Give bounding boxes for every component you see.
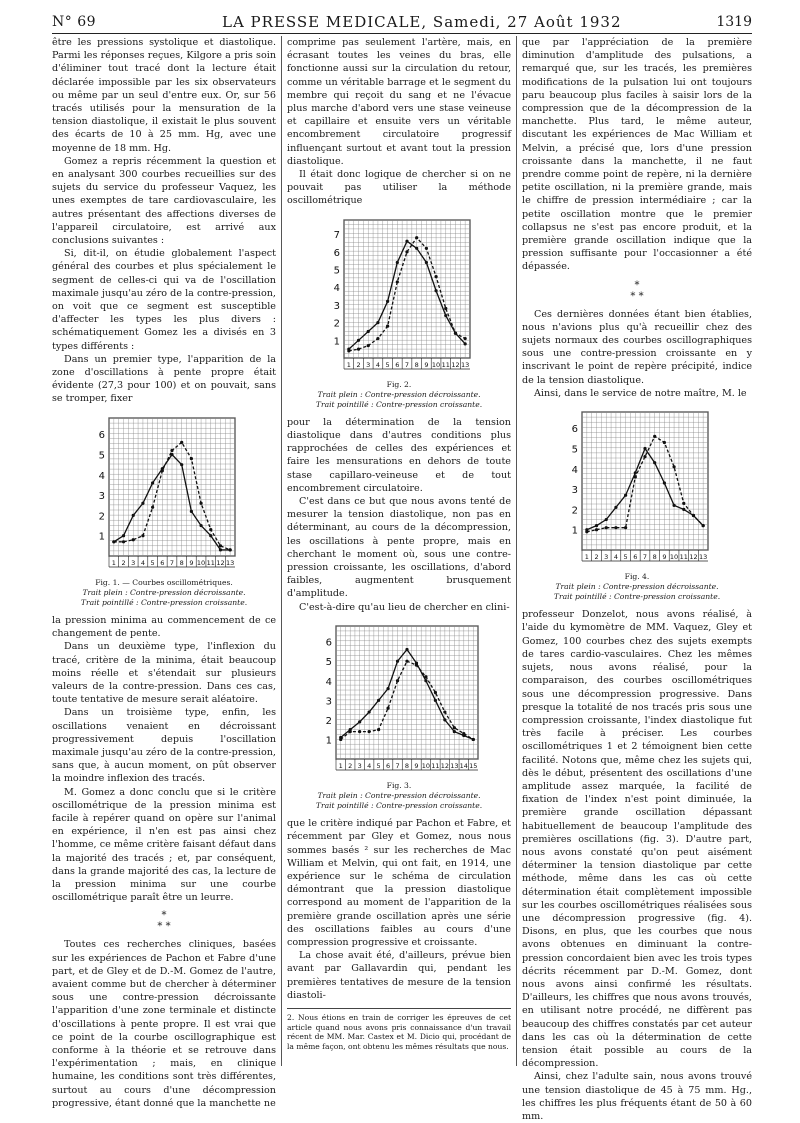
x-tick-label: 5 bbox=[623, 553, 628, 562]
y-tick-label: 5 bbox=[325, 657, 332, 669]
figure-1-chart bbox=[89, 412, 239, 572]
x-tick-label: 1 bbox=[111, 558, 116, 567]
figure-1 bbox=[52, 412, 276, 608]
figure-1-caption bbox=[52, 578, 276, 608]
y-tick-label: 5 bbox=[98, 450, 105, 462]
x-tick-label: 10 bbox=[669, 553, 679, 562]
data-point bbox=[464, 337, 467, 340]
data-point bbox=[199, 501, 202, 504]
x-tick-label: 6 bbox=[385, 761, 391, 770]
legend-dotted: Trait pointillé : Contre-pression croissante. bbox=[315, 399, 483, 409]
y-tick-label: 1 bbox=[325, 735, 332, 747]
y-tick-label: 6 bbox=[98, 429, 105, 441]
paragraph: Ces dernières données étant bien établies, nous n'avions plus qu'à recueillir chez des sujets normaux des courbes oscillographiques sous une contre-pression croissante en y inscrivant le point de repère précipité, indice de la tension diastolique. bbox=[522, 308, 752, 386]
data-point bbox=[425, 246, 428, 249]
y-tick-label: 6 bbox=[571, 424, 578, 436]
paragraph: professeur Donzelot, nous avons réalisé, à l'aide du kymomètre de MM. Vaquez, Gley et Gomez, 100 courbes chez des sujets exempts de tares cardio-vasculaires. Chez les mêmes sujets, nous avons réalisé, pour la comparaison, des courbes oscillométriques sous une décompression progressive. Dans presque la totalité de nos tracés pris sous une compression croissante, l'index diastolique fut très facile à préciser. Les courbes oscillométriques 1 et 2 témoignent bien cette facilité. Notons que, même chez les sujets qui, dès le début, présentent des oscillations d'une amplitude assez marquée, la facilité de fixation de l'index n'est point diminuée, la première grande oscillation dépassant habituellement de beaucoup l'amplitude des premières oscillations (fig. 3). D'autre part, nous avons constaté qu'on peut aisément déterminer la tension diastolique par cette méthode, même dans les cas où cette détermination était complètement impossible sur les courbes oscillométriques réalisées sous une décompression progressive (fig. 4). Disons, en plus, que les courbes que nous avons obtenues en diminuant la contre-pression concordaient bien avec les trois types décrits récemment par D.-M. Gomez, dont nous avons ainsi confirmé les résultats. D'ailleurs, les chiffres que nous avons trouvés, en utilisant notre procédé, ne diffèrent pas beaucoup des chiffres constatés par cet auteur dans les cas où la détermination de cette tension était possible au cours de la décompression. bbox=[522, 609, 752, 1070]
column-divider bbox=[516, 36, 517, 1066]
page-header bbox=[52, 10, 752, 30]
x-tick-label: 11 bbox=[431, 761, 440, 770]
paragraph: Gomez a repris récemment la question et en analysant 300 courbes recueillies sur des sujets du service du professeur Vaquez, les unes exemptes de tare cardiovasculaire, les autres présentant des affections diverses de l'appareil circulatoire, est arrivé aux conclusions suivantes : bbox=[52, 155, 276, 247]
x-tick-label: 11 bbox=[206, 558, 215, 567]
legend-solid: Trait plein : Contre-pression décroissante. bbox=[82, 587, 246, 597]
paragraph: Ainsi, dans le service de notre maître, M. le bbox=[534, 387, 747, 399]
figure-2-chart bbox=[324, 214, 474, 374]
x-tick-label: 14 bbox=[459, 761, 468, 770]
paragraph: Dans un troisième type, enfin, les oscillations venaient en décroissant progressivement depuis l'oscillation maximale jusqu'au zéro de la contre-pression, sans que, à aucun moment, on pût observer la moindre inflexion des tracés. bbox=[52, 707, 276, 785]
data-point bbox=[663, 441, 666, 444]
data-point bbox=[595, 524, 598, 527]
y-tick-label: 4 bbox=[325, 676, 332, 688]
data-point bbox=[614, 506, 617, 509]
data-point bbox=[595, 528, 598, 531]
y-tick-label: 1 bbox=[571, 525, 578, 537]
paragraph: être les pressions systolique et diastolique. Parmi les réponses reçues, Kilgore a pris soin d'éliminer tout tracé dont la lecture était déclarée impossible par les six observateurs ou même par un seul d'entre eux. Or, sur 56 tracés utilisés pour la mensuration de la tension diastolique, il existait le plus souvent des écarts de 10 à 25 mm. Hg, avec une moyenne de 18 mm. Hg. bbox=[52, 37, 276, 154]
column-3 bbox=[522, 36, 752, 1123]
figure-4 bbox=[522, 406, 752, 602]
x-tick-label: 7 bbox=[404, 360, 410, 369]
data-point bbox=[605, 518, 608, 521]
paragraph: C'est-à-dire qu'au lieu de chercher en clini- bbox=[299, 601, 510, 613]
data-point bbox=[434, 691, 437, 694]
data-point bbox=[377, 699, 380, 702]
y-tick-label: 2 bbox=[333, 318, 340, 330]
x-tick-label: 6 bbox=[395, 360, 400, 369]
y-tick-label: 5 bbox=[571, 444, 578, 456]
data-point bbox=[357, 347, 360, 350]
data-point bbox=[682, 508, 685, 511]
x-tick-label: 12 bbox=[440, 761, 450, 770]
data-point bbox=[112, 540, 115, 543]
column-2 bbox=[287, 36, 511, 1051]
y-tick-label: 2 bbox=[325, 715, 332, 727]
y-tick-label: 3 bbox=[333, 300, 340, 312]
x-tick-label: 5 bbox=[376, 761, 381, 770]
data-point bbox=[453, 730, 456, 733]
y-tick-label: 1 bbox=[333, 335, 340, 347]
data-point bbox=[170, 449, 173, 452]
data-point bbox=[434, 275, 437, 278]
paragraph: Toutes ces recherches cliniques, basées sur les expériences de Pachon et Fabre d'une part, et de Gley et de D.-M. Gomez de l'autre, avaient comme but de chercher à déterminer sous une contre-pression décroissante l'apparition d'une zone terminale et distincte d'oscillations à pente propre. Il est vrai que ce point de la courbe oscillographique est conforme à la théorie et se retrouve dans l'expérimentation ; mais, en clinique humaine, les conditions sont très différentes, surtout au cours d'une décompression progressive, étant donné que la manchette ne bbox=[52, 939, 276, 1109]
data-point bbox=[454, 331, 457, 334]
paragraph: La chose avait été, d'ailleurs, prévue bien avant par Gallavardin qui, pendant les premières tentatives de mesure de la tension diastoli- bbox=[287, 950, 511, 1001]
y-tick-label: 4 bbox=[333, 282, 340, 294]
x-tick-label: 12 bbox=[451, 360, 460, 369]
x-tick-label: 2 bbox=[356, 360, 361, 369]
data-point bbox=[396, 280, 399, 283]
data-point bbox=[376, 321, 379, 324]
figure-3-caption bbox=[287, 781, 511, 811]
journal-title: LA PRESSE MEDICALE, Samedi, 27 Août 1932 bbox=[222, 13, 622, 31]
data-point bbox=[209, 534, 212, 537]
issue-number: N° 69 bbox=[52, 14, 97, 30]
data-point bbox=[376, 337, 379, 340]
x-tick-label: 4 bbox=[367, 761, 372, 770]
data-point bbox=[396, 261, 399, 264]
paragraph: la pression minima au commencement de ce changement de pente. bbox=[52, 614, 276, 640]
data-point bbox=[405, 250, 408, 253]
paragraph: Ainsi, chez l'adulte sain, nous avons trouvé une tension diastolique de 45 à 75 mm. Hg., les chiffres les plus fréquents étant de 50 à 60 mm. bbox=[522, 1071, 752, 1122]
paragraph: comprime pas seulement l'artère, mais, en écrasant toutes les veines du bras, elle fonctionne aussi sur la circulation du retour, comme un véritable barrage et le segment du membre qui reçoit du sang et ne l'évacue plus marche d'abord vers une stase veineuse et capillaire et ensuite vers un véritable encombrement circulatoire progressif influençant surtout et avant tout la pression diastolique. bbox=[287, 37, 511, 167]
data-point bbox=[219, 548, 222, 551]
data-point bbox=[368, 730, 371, 733]
data-point bbox=[358, 720, 361, 723]
data-point bbox=[396, 659, 399, 662]
data-point bbox=[472, 738, 475, 741]
legend-dotted: Trait pointillé : Contre-pression croissante. bbox=[553, 592, 721, 602]
y-tick-label: 1 bbox=[98, 531, 105, 543]
figure-3-label: Fig. 3. bbox=[386, 781, 412, 791]
x-tick-label: 4 bbox=[140, 558, 145, 567]
column-1 bbox=[52, 36, 276, 1110]
y-tick-label: 7 bbox=[333, 229, 340, 241]
data-point bbox=[692, 514, 695, 517]
x-tick-label: 9 bbox=[189, 558, 194, 567]
x-tick-label: 2 bbox=[348, 761, 353, 770]
y-tick-label: 3 bbox=[98, 490, 105, 502]
data-point bbox=[634, 471, 637, 474]
paragraph: que par l'appréciation de la première diminution d'amplitude des pulsations, a remarqué que, sur les tracés, les premières modifications de la pulsation lui ont toujours paru beaucoup plus faciles à saisir lors de la compression que de la décompression de la manchette. Plus tard, le même auteur, discutant les expériences de Mac William et Melvin, a précisé que, lors d'une pression croissante dans la manchette, il ne faut prendre comme point de repère, ni la dernière petite oscillation, ni la première grande, mais le chiffre de pression intermédiaire ; car la petite oscillation montre que le premier collapsus ne s'est pas encore produit, et la première grande oscillation indique que la pression suffisante pour l'occasionner a été dépassée. bbox=[522, 37, 752, 273]
data-point bbox=[122, 540, 125, 543]
y-tick-label: 3 bbox=[571, 485, 578, 497]
figure-4-label: Fig. 4. bbox=[624, 572, 650, 582]
x-tick-label: 6 bbox=[160, 558, 165, 567]
data-point bbox=[653, 435, 656, 438]
x-tick-label: 11 bbox=[679, 553, 688, 562]
data-point bbox=[634, 475, 637, 478]
data-point bbox=[180, 463, 183, 466]
x-tick-label: 10 bbox=[421, 761, 431, 770]
legend-dotted: Trait pointillé : Contre-pression croissante. bbox=[80, 597, 248, 607]
y-tick-label: 4 bbox=[98, 470, 105, 482]
x-tick-label: 8 bbox=[652, 553, 657, 562]
data-point bbox=[624, 526, 627, 529]
data-point bbox=[415, 246, 418, 249]
x-tick-label: 2 bbox=[121, 558, 126, 567]
x-tick-label: 9 bbox=[414, 761, 419, 770]
x-tick-label: 3 bbox=[357, 761, 362, 770]
data-point bbox=[444, 314, 447, 317]
data-point bbox=[643, 455, 646, 458]
paragraph: pour la détermination de la tension diastolique dans d'autres conditions plus rapprochées de celles des expériences et faire les mensurations en dehors de toute stase capillaro-veineuse et de tout encombrement circulatoire. bbox=[287, 416, 511, 494]
data-point bbox=[424, 679, 427, 682]
page-number: 1319 bbox=[716, 14, 752, 30]
paragraph: que le critère indiqué par Pachon et Fabre, et récemment par Gley et Gomez, nous nous sommes basés ² sur les recherches de Mac William et Melvin, qui ont fait, en 1914, une expérience sur le schéma de circulation démontrant que la pression diastolique correspond au moment de l'apparition de la première grande oscillation après une série des oscillations faibles au cours d'une compression progressive et croissante. bbox=[287, 818, 511, 948]
data-point bbox=[339, 738, 342, 741]
x-tick-label: 7 bbox=[642, 553, 648, 562]
x-tick-label: 3 bbox=[366, 360, 371, 369]
data-point bbox=[367, 344, 370, 347]
data-point bbox=[453, 726, 456, 729]
x-tick-label: 15 bbox=[469, 761, 478, 770]
data-point bbox=[357, 338, 360, 341]
data-point bbox=[132, 538, 135, 541]
x-tick-label: 1 bbox=[346, 360, 351, 369]
legend-solid: Trait plein : Contre-pression décroissante. bbox=[317, 389, 481, 399]
footnote: 2. Nous étions en train de corriger les épreuves de cet article quand nous avons pris connaissance d'un travail récent de MM. Mar. Castex et M. Dicio qui, procédant de la même façon, ont obtenu les mêmes résultats que nous. bbox=[287, 1008, 511, 1051]
data-point bbox=[415, 236, 418, 239]
figure-2-label: Fig. 2. bbox=[386, 379, 412, 389]
legend-solid: Trait plein : Contre-pression décroissante. bbox=[317, 791, 481, 801]
paragraph: Dans un premier type, l'apparition de la zone d'oscillations à pente propre était évidente (27,3 pour 100) et on pouvait, sans se tromper, fixer bbox=[52, 353, 276, 405]
data-point bbox=[151, 505, 154, 508]
x-tick-label: 4 bbox=[613, 553, 618, 562]
data-point bbox=[161, 469, 164, 472]
x-tick-label: 10 bbox=[431, 360, 441, 369]
data-point bbox=[643, 447, 646, 450]
x-tick-label: 4 bbox=[375, 360, 380, 369]
legend-dotted: Trait pointillé : Contre-pression croissante. bbox=[315, 801, 483, 811]
data-point bbox=[367, 330, 370, 333]
y-tick-label: 2 bbox=[98, 511, 105, 523]
x-tick-label: 13 bbox=[461, 360, 470, 369]
paragraph: Si, dit-il, on étudie globalement l'aspect général des courbes et plus spécialement le segment de celles-ci qui va de l'oscillation maximale jusqu'au zéro de la contre-pression, on voit que ce segment est susceptible d'affecter les types les plus divers : schématiquement Gomez les a divisés en 3 types différents : bbox=[52, 248, 276, 352]
data-point bbox=[190, 457, 193, 460]
section-break-stars: * * * bbox=[157, 910, 171, 933]
figure-3-chart bbox=[316, 620, 482, 775]
figure-1-label: Fig. 1. — Courbes oscillométriques. bbox=[95, 577, 233, 587]
data-point bbox=[141, 534, 144, 537]
data-point bbox=[605, 526, 608, 529]
figure-4-chart bbox=[562, 406, 712, 566]
x-tick-label: 11 bbox=[441, 360, 450, 369]
data-point bbox=[425, 261, 428, 264]
x-tick-label: 7 bbox=[395, 761, 400, 770]
data-point bbox=[702, 524, 705, 527]
data-point bbox=[405, 239, 408, 242]
data-point bbox=[122, 534, 125, 537]
data-point bbox=[415, 663, 418, 666]
y-tick-label: 4 bbox=[571, 464, 578, 476]
data-point bbox=[219, 544, 222, 547]
data-point bbox=[377, 728, 380, 731]
x-tick-label: 10 bbox=[196, 558, 206, 567]
y-tick-label: 6 bbox=[333, 247, 340, 259]
data-point bbox=[653, 461, 656, 464]
data-point bbox=[434, 289, 437, 292]
data-point bbox=[405, 659, 408, 662]
section-break-stars: * * * bbox=[630, 279, 644, 302]
x-tick-label: 6 bbox=[633, 553, 638, 562]
x-tick-label: 9 bbox=[662, 553, 667, 562]
paragraph: Dans un deuxième type, l'inflexion du tracé, critère de la minima, était beaucoup moins réelle et s'étendait sur plusieurs valeurs de la contre-pression. Dans ces cas, toute tentative de mesure serait aléatoire. bbox=[52, 641, 276, 706]
figure-4-caption bbox=[522, 572, 752, 602]
data-point bbox=[349, 730, 352, 733]
paragraph: M. Gomez a donc conclu que si le critère oscillométrique de la pression minima est facile à repérer quand on opère sur l'animal en expérience, il n'en est pas ainsi chez l'homme, ce même critère faisant défaut dans la majorité des tracés ; et, par conséquent, dans la grande majorité des cas, la lecture de la pression minima sur une courbe oscillométrique paraît être un leurre. bbox=[52, 786, 276, 904]
x-tick-label: 5 bbox=[385, 360, 390, 369]
y-tick-label: 2 bbox=[571, 505, 578, 517]
column-divider bbox=[281, 36, 282, 1066]
data-point bbox=[663, 482, 666, 485]
x-tick-label: 8 bbox=[404, 761, 410, 770]
data-point bbox=[180, 440, 183, 443]
data-point bbox=[682, 502, 685, 505]
data-point bbox=[190, 509, 193, 512]
data-point bbox=[672, 504, 675, 507]
x-tick-label: 3 bbox=[604, 553, 609, 562]
data-point bbox=[585, 530, 588, 533]
figure-2-caption bbox=[287, 380, 511, 410]
data-point bbox=[386, 324, 389, 327]
data-point bbox=[358, 730, 361, 733]
legend-solid: Trait plein : Contre-pression décroissante. bbox=[555, 582, 719, 592]
data-point bbox=[672, 465, 675, 468]
paragraph: C'est dans ce but que nous avons tenté de mesurer la tension diastolique, non pas en déterminant, au cours de la décompression, les oscillations à pente propre, mais en cherchant le moment où, sous une contre-pression croissante, les oscillations, d'abord faibles, augmentent brusquement d'amplitude. bbox=[287, 496, 511, 600]
data-point bbox=[386, 299, 389, 302]
data-point bbox=[444, 307, 447, 310]
data-point bbox=[443, 718, 446, 721]
y-tick-label: 6 bbox=[325, 637, 332, 649]
figure-3 bbox=[287, 620, 511, 811]
data-point bbox=[347, 349, 350, 352]
data-point bbox=[141, 501, 144, 504]
data-point bbox=[199, 524, 202, 527]
data-point bbox=[151, 481, 154, 484]
header-rule bbox=[52, 33, 752, 34]
data-point bbox=[462, 732, 465, 735]
x-tick-label: 1 bbox=[584, 553, 589, 562]
data-point bbox=[229, 548, 232, 551]
x-tick-label: 1 bbox=[338, 761, 343, 770]
data-point bbox=[443, 710, 446, 713]
figure-2 bbox=[287, 214, 511, 410]
data-point bbox=[368, 710, 371, 713]
data-point bbox=[434, 699, 437, 702]
data-point bbox=[424, 675, 427, 678]
paragraph: Il était donc logique de chercher si on ne pouvait pas utiliser la méthode oscillométrique bbox=[287, 169, 511, 207]
x-tick-label: 12 bbox=[216, 558, 225, 567]
data-point bbox=[405, 648, 408, 651]
data-point bbox=[396, 679, 399, 682]
y-tick-label: 5 bbox=[333, 265, 340, 277]
x-tick-label: 12 bbox=[689, 553, 698, 562]
data-point bbox=[209, 528, 212, 531]
x-tick-label: 8 bbox=[179, 558, 184, 567]
x-tick-label: 13 bbox=[226, 558, 235, 567]
data-point bbox=[386, 687, 389, 690]
x-tick-label: 9 bbox=[424, 360, 429, 369]
x-tick-label: 2 bbox=[594, 553, 599, 562]
data-point bbox=[614, 526, 617, 529]
data-point bbox=[132, 513, 135, 516]
x-tick-label: 8 bbox=[414, 360, 419, 369]
x-tick-label: 5 bbox=[150, 558, 155, 567]
data-point bbox=[464, 342, 467, 345]
x-tick-label: 3 bbox=[131, 558, 136, 567]
data-point bbox=[386, 706, 389, 709]
data-point bbox=[624, 494, 627, 497]
x-tick-label: 13 bbox=[450, 761, 459, 770]
x-tick-label: 7 bbox=[169, 558, 175, 567]
x-tick-label: 13 bbox=[699, 553, 708, 562]
y-tick-label: 3 bbox=[325, 696, 332, 708]
